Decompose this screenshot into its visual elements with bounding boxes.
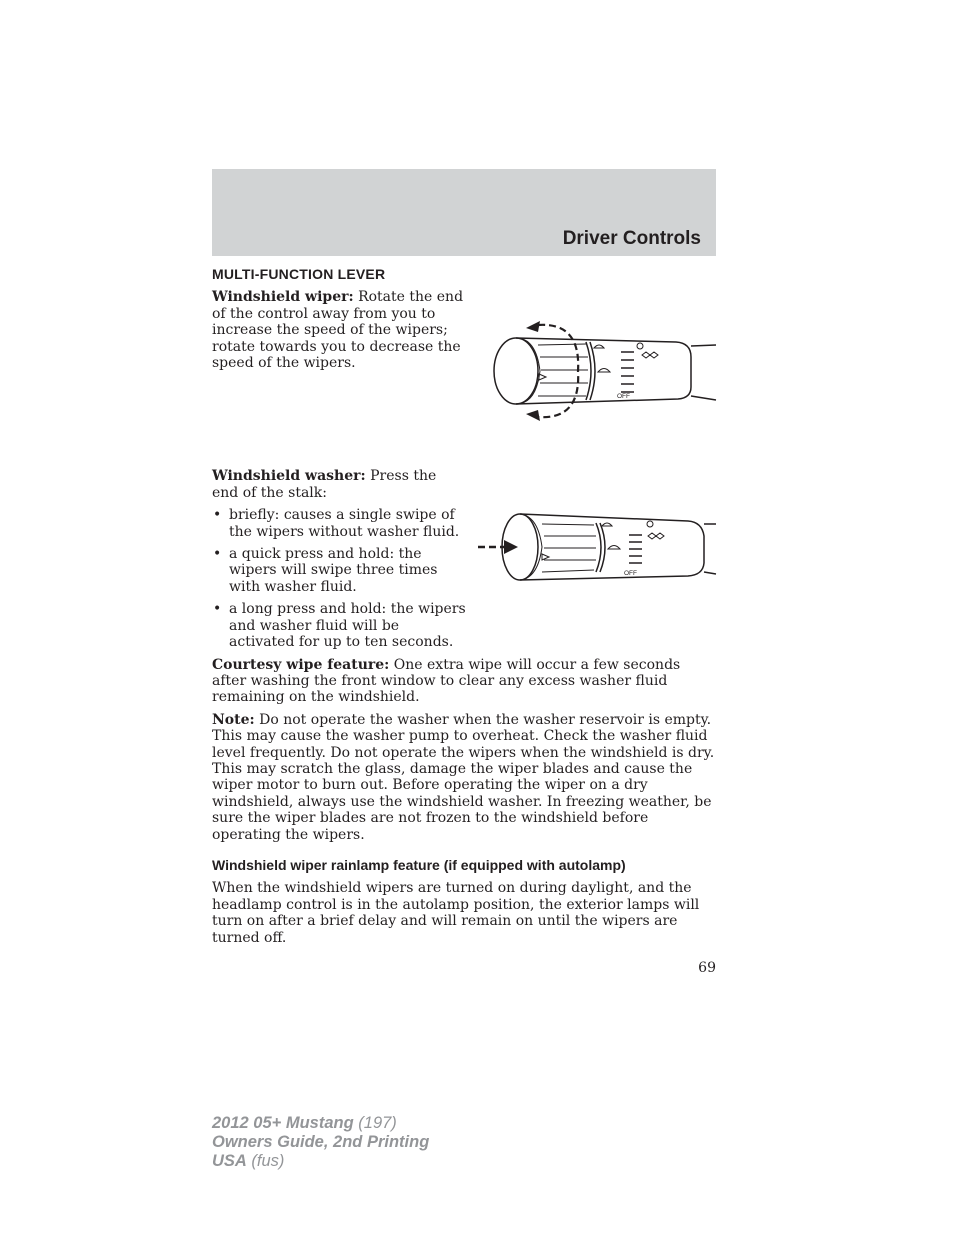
washer-bullet-list [212, 507, 468, 650]
note-label: Note: [212, 711, 255, 728]
list-item: • a quick press and hold: the wipers will swipe three times with washer fluid. [212, 546, 468, 595]
rotate-up-arrow-icon [526, 321, 540, 332]
wiper-paragraph [212, 289, 464, 371]
wiper-label: Windshield wiper: [212, 289, 354, 306]
footer-market: USA [212, 1152, 247, 1170]
washer-label: Windshield washer: [212, 468, 366, 485]
header-band [212, 169, 716, 256]
courtesy-text: One extra wipe will occur a few seconds after washing the front window to clear any excess washer fluid remaining on the windshield. [212, 656, 681, 706]
footer-model: 2012 05+ Mustang [212, 1114, 354, 1132]
rainlamp-paragraph: When the windshield wipers are turned on during daylight, and the headlamp control is in the autolamp position, the exterior lamps will turn on after a brief delay and will remain on until the wipers are turned off. [212, 880, 700, 946]
off-label: OFF [624, 570, 637, 577]
courtesy-label: Courtesy wipe feature: [212, 656, 390, 673]
section-header-title: Driver Controls [562, 228, 701, 249]
list-item: • briefly: causes a single swipe of the wipers without washer fluid. [212, 507, 468, 540]
list-item: • a long press and hold: the wipers and washer fluid will be activated for up to ten seconds. [212, 601, 468, 650]
washer-press-figure [474, 508, 718, 584]
note-text: Do not operate the washer when the washer reservoir is empty. This may cause the washer pump to overheat. Check the washer fluid level frequently. Do not operate the wipers when the windshield is dry. This may scratch the glass, damage the wiper blades and cause the wiper motor to burn out. Before operating the wiper on a dry windshield, always use the windshield washer. In freezing weather, be sure the wiper blades are not frozen to the windshield before operating the wipers. [212, 711, 715, 843]
courtesy-paragraph [212, 657, 716, 706]
wiper-rotate-figure [486, 312, 718, 424]
wiper-text: Rotate the end of the control away from you to increase the speed of the wipers; rotate towards you to decrease the speed of the wipers. [212, 289, 464, 372]
footer-model-code: (197) [353, 1114, 397, 1132]
rotate-down-arrow-icon [526, 410, 540, 421]
footer [212, 1114, 429, 1171]
page-number: 69 [698, 960, 716, 976]
footer-guide: Owners Guide, 2nd Printing [212, 1133, 430, 1151]
off-label: OFF [617, 393, 630, 400]
section-title: MULTI-FUNCTION LEVER [212, 266, 386, 282]
press-arrow-icon [504, 540, 518, 554]
footer-market-code: (fus) [246, 1152, 285, 1170]
rainlamp-title: Windshield wiper rainlamp feature (if equipped with autolamp) [212, 856, 626, 873]
washer-paragraph [212, 468, 464, 501]
washer-text: Press the end of the stalk: [212, 468, 437, 501]
note-paragraph [212, 712, 716, 843]
